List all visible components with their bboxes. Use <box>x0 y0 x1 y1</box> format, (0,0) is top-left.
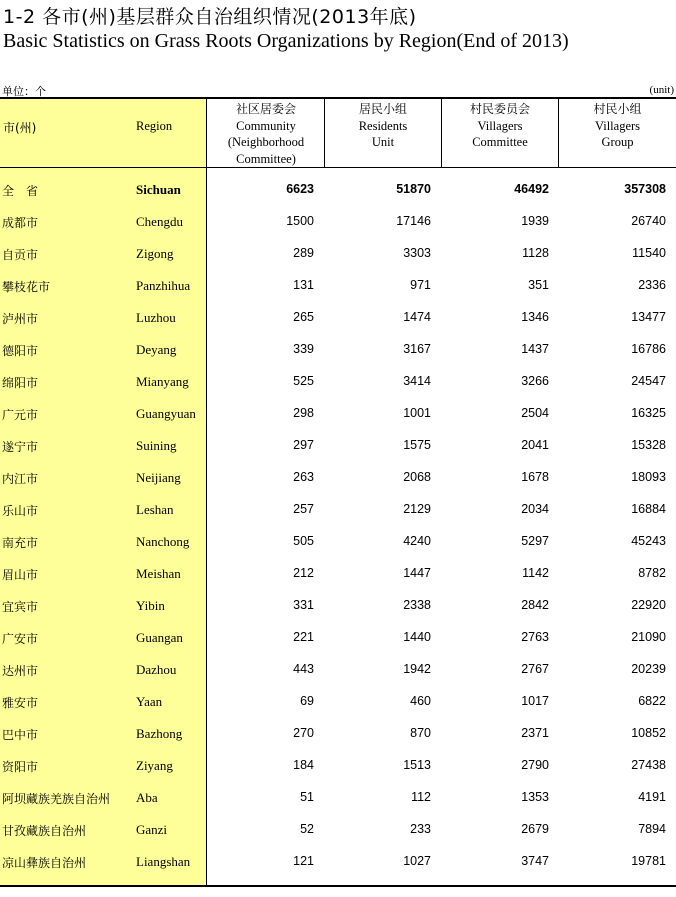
villagers-committee-value: 2504 <box>521 406 549 420</box>
community-value: 331 <box>293 598 314 612</box>
region-name-cn: 全 省 <box>2 184 39 198</box>
table-row <box>0 430 676 462</box>
villagers-group-value: 16325 <box>631 406 666 420</box>
villagers-committee-value: 1346 <box>521 310 549 324</box>
region-name-en: Guangyuan <box>136 406 196 421</box>
table-row <box>0 206 676 238</box>
villagers-committee-value: 1017 <box>521 694 549 708</box>
villagers-group-value: 20239 <box>631 662 666 676</box>
community-value: 184 <box>293 758 314 772</box>
villagers-committee-value: 5297 <box>521 534 549 548</box>
villagers-committee-value: 1142 <box>522 566 549 580</box>
unit-label-chinese: 单位：个 <box>2 85 46 98</box>
region-name-en: Liangshan <box>136 854 191 869</box>
region-name-en: Sichuan <box>136 182 181 197</box>
table-row <box>0 718 676 750</box>
community-value: 1500 <box>286 214 314 228</box>
table-row <box>0 590 676 622</box>
region-name-cn: 广元市 <box>2 408 39 422</box>
community-value: 257 <box>293 502 314 516</box>
villagers-group-value: 16884 <box>631 502 666 516</box>
region-name-en: Deyang <box>136 342 177 357</box>
header-villagers-group-cn: 村民小组 <box>593 102 642 116</box>
villagers-committee-value: 2034 <box>521 502 549 516</box>
region-name-cn: 巴中市 <box>2 728 39 742</box>
community-value: 298 <box>293 406 314 420</box>
villagers-group-value: 19781 <box>631 854 666 868</box>
residents-unit-value: 3414 <box>403 374 431 388</box>
villagers-group-value: 27438 <box>631 758 666 772</box>
villagers-committee-value: 351 <box>528 278 549 292</box>
region-name-en: Yaan <box>136 694 163 709</box>
table-header <box>0 99 676 168</box>
header-villagers-group-en: Villagers Group <box>594 118 641 149</box>
region-name-cn: 德阳市 <box>2 344 39 358</box>
header-residents-unit <box>325 99 441 167</box>
villagers-group-value: 2336 <box>638 278 666 292</box>
region-name-cn: 攀枝花市 <box>2 280 51 294</box>
residents-unit-value: 1027 <box>403 854 431 868</box>
community-value: 443 <box>293 662 314 676</box>
header-residents-unit-en: Residents Unit <box>358 118 408 149</box>
table-row <box>0 334 676 366</box>
residents-unit-value: 1447 <box>403 566 431 580</box>
region-name-cn: 内江市 <box>2 472 39 486</box>
header-city: 市(州) <box>3 121 37 135</box>
residents-unit-value: 1942 <box>403 662 431 676</box>
table-row <box>0 462 676 494</box>
table-row <box>0 398 676 430</box>
region-name-en: Leshan <box>136 502 174 517</box>
region-name-en: Yibin <box>136 598 165 613</box>
table-row <box>0 782 676 814</box>
table-row <box>0 366 676 398</box>
header-community <box>213 99 319 167</box>
residents-unit-value: 1474 <box>403 310 431 324</box>
community-value: 221 <box>293 630 314 644</box>
header-region: Region <box>136 119 173 133</box>
region-name-en: Meishan <box>136 566 181 581</box>
region-name-en: Guangan <box>136 630 183 645</box>
villagers-group-value: 4191 <box>638 790 666 804</box>
residents-unit-value: 3303 <box>403 246 431 260</box>
header-villagers-group <box>559 99 676 167</box>
region-name-cn: 达州市 <box>2 664 39 678</box>
residents-unit-value: 1513 <box>403 758 431 772</box>
villagers-committee-value: 1353 <box>521 790 549 804</box>
villagers-committee-value: 3266 <box>521 374 549 388</box>
community-value: 212 <box>293 566 314 580</box>
community-value: 270 <box>293 726 314 740</box>
villagers-committee-value: 3747 <box>521 854 549 868</box>
community-value: 297 <box>293 438 314 452</box>
region-name-cn: 甘孜藏族自治州 <box>2 824 87 838</box>
villagers-group-value: 18093 <box>631 470 666 484</box>
villagers-group-value: 10852 <box>631 726 666 740</box>
community-value: 289 <box>293 246 314 260</box>
table-row <box>0 302 676 334</box>
villagers-committee-value: 2763 <box>521 630 549 644</box>
table-row <box>0 270 676 302</box>
residents-unit-value: 1575 <box>403 438 431 452</box>
community-value: 121 <box>293 854 314 868</box>
table-row <box>0 686 676 718</box>
community-value: 339 <box>293 342 314 356</box>
header-villagers-committee-cn: 村民委员会 <box>469 102 530 116</box>
table-title-chinese: 1-2 各市(州)基层群众自治组织情况(2013年底) <box>3 6 417 28</box>
region-name-cn: 成都市 <box>2 216 39 230</box>
region-name-en: Neijiang <box>136 470 181 485</box>
table-row <box>0 622 676 654</box>
residents-unit-value: 870 <box>410 726 431 740</box>
statistics-table <box>0 97 676 887</box>
region-name-cn: 乐山市 <box>2 504 39 518</box>
table-row <box>0 846 676 878</box>
villagers-committee-value: 2371 <box>521 726 549 740</box>
region-name-cn: 广安市 <box>2 632 39 646</box>
region-name-cn: 泸州市 <box>2 312 39 326</box>
villagers-group-value: 6822 <box>638 694 666 708</box>
header-community-en: Community (Neighborhood Committee) <box>227 118 305 166</box>
region-name-cn: 眉山市 <box>2 568 39 582</box>
residents-unit-value: 460 <box>410 694 431 708</box>
region-name-cn: 绵阳市 <box>2 376 39 390</box>
residents-unit-value: 17146 <box>396 214 431 228</box>
region-name-en: Luzhou <box>136 310 176 325</box>
region-name-en: Ziyang <box>136 758 173 773</box>
villagers-group-value: 26740 <box>631 214 666 228</box>
region-name-en: Bazhong <box>136 726 183 741</box>
region-name-cn: 南充市 <box>2 536 39 550</box>
region-name-cn: 资阳市 <box>2 760 39 774</box>
residents-unit-value: 2338 <box>403 598 431 612</box>
villagers-committee-value: 2679 <box>521 822 549 836</box>
residents-unit-value: 1440 <box>403 630 431 644</box>
community-value: 131 <box>293 278 314 292</box>
villagers-group-value: 22920 <box>631 598 666 612</box>
villagers-committee-value: 2767 <box>521 662 549 676</box>
header-residents-unit-cn: 居民小组 <box>358 102 407 116</box>
table-row <box>0 654 676 686</box>
region-name-cn: 自贡市 <box>2 248 39 262</box>
villagers-committee-value: 1437 <box>521 342 549 356</box>
residents-unit-value: 2129 <box>403 502 431 516</box>
region-name-en: Suining <box>136 438 177 453</box>
villagers-group-value: 45243 <box>631 534 666 548</box>
community-value: 505 <box>293 534 314 548</box>
community-value: 52 <box>300 822 314 836</box>
villagers-group-value: 7894 <box>638 822 666 836</box>
villagers-group-value: 21090 <box>631 630 666 644</box>
residents-unit-value: 2068 <box>403 470 431 484</box>
region-name-en: Nanchong <box>136 534 190 549</box>
villagers-group-value: 8782 <box>638 566 666 580</box>
region-name-en: Panzhihua <box>136 278 191 293</box>
region-name-cn: 遂宁市 <box>2 440 39 454</box>
residents-unit-value: 112 <box>411 790 431 804</box>
villagers-committee-value: 1128 <box>522 246 549 260</box>
region-name-en: Dazhou <box>136 662 177 677</box>
header-villagers-committee <box>442 99 558 167</box>
table-row <box>0 494 676 526</box>
community-value: 69 <box>300 694 314 708</box>
table-row <box>0 814 676 846</box>
community-value: 265 <box>293 310 314 324</box>
villagers-committee-value: 2790 <box>521 758 549 772</box>
region-name-en: Zigong <box>136 246 174 261</box>
residents-unit-value: 3167 <box>403 342 431 356</box>
residents-unit-value: 233 <box>410 822 431 836</box>
unit-label-english: (unit) <box>649 84 674 96</box>
villagers-group-value: 24547 <box>631 374 666 388</box>
region-name-en: Mianyang <box>136 374 189 389</box>
header-community-cn: 社区居委会 <box>235 102 296 116</box>
villagers-group-value: 11540 <box>632 246 666 260</box>
community-value: 51 <box>300 790 314 804</box>
region-name-cn: 阿坝藏族羌族自治州 <box>2 792 111 806</box>
villagers-committee-value: 46492 <box>514 182 549 196</box>
villagers-committee-value: 2842 <box>521 598 549 612</box>
header-villagers-committee-en: Villagers Committee <box>472 118 528 149</box>
residents-unit-value: 51870 <box>396 182 431 196</box>
residents-unit-value: 971 <box>410 278 431 292</box>
region-name-en: Chengdu <box>136 214 183 229</box>
residents-unit-value: 4240 <box>403 534 431 548</box>
region-name-cn: 宜宾市 <box>2 600 39 614</box>
community-value: 263 <box>293 470 314 484</box>
community-value: 525 <box>293 374 314 388</box>
villagers-group-value: 357308 <box>624 182 666 196</box>
region-name-cn: 雅安市 <box>2 696 39 710</box>
residents-unit-value: 1001 <box>403 406 431 420</box>
table-row <box>0 526 676 558</box>
region-name-cn: 凉山彝族自治州 <box>2 856 87 870</box>
table-row <box>0 238 676 270</box>
table-title-english: Basic Statistics on Grass Roots Organizations by Region(End of 2013) <box>3 30 569 52</box>
villagers-committee-value: 1939 <box>521 214 549 228</box>
table-row <box>0 558 676 590</box>
region-name-en: Aba <box>136 790 158 805</box>
villagers-group-value: 15328 <box>631 438 666 452</box>
villagers-group-value: 16786 <box>631 342 666 356</box>
villagers-group-value: 13477 <box>631 310 666 324</box>
villagers-committee-value: 2041 <box>521 438 549 452</box>
villagers-committee-value: 1678 <box>521 470 549 484</box>
table-row-total <box>0 174 676 206</box>
table-row <box>0 750 676 782</box>
region-name-en: Ganzi <box>136 822 168 837</box>
community-value: 6623 <box>286 182 314 196</box>
